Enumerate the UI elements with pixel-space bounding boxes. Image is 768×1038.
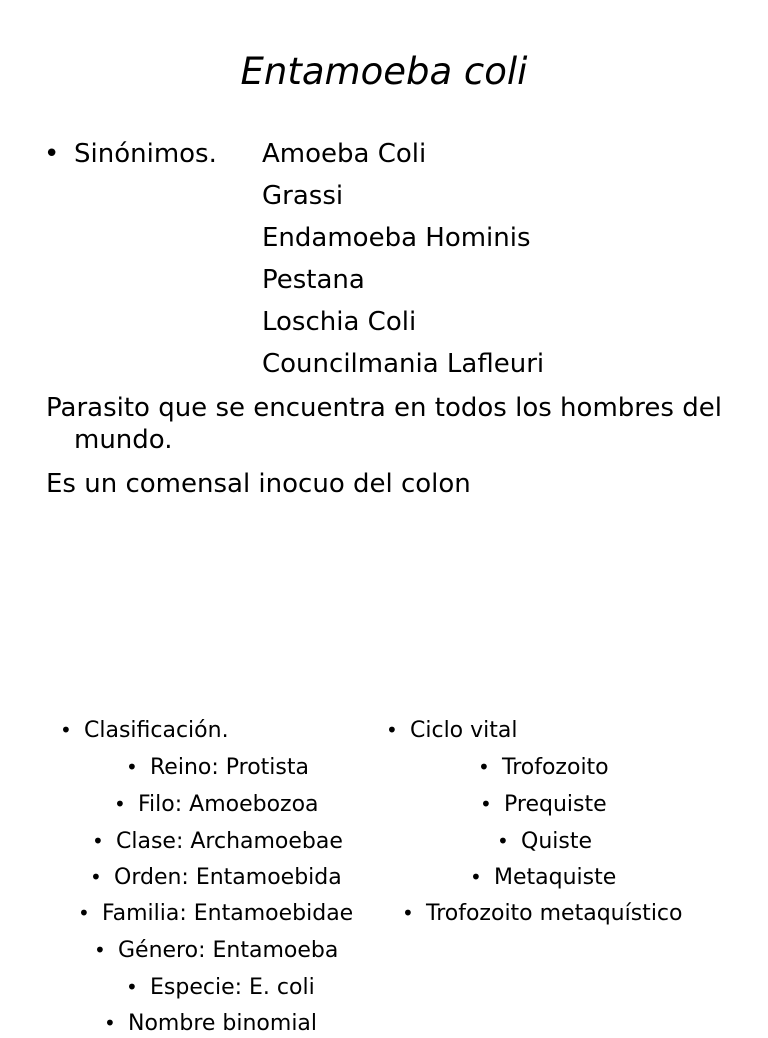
classification-item [94, 936, 338, 965]
synonym-item: Endamoeba Hominis [262, 223, 531, 253]
paragraph-line: Es un comensal inocuo del colon [46, 469, 471, 499]
bullet-icon: • [92, 829, 104, 853]
lifecycle-item-text: Prequiste [504, 792, 607, 817]
classification-item [126, 973, 315, 1002]
classification-item [90, 863, 342, 892]
synonym-item: Pestana [262, 265, 365, 295]
bullet-icon: • [402, 901, 414, 925]
lifecycle-header [386, 716, 518, 745]
classification-item [92, 827, 343, 856]
bullet-icon: • [126, 755, 138, 779]
lifecycle-item [497, 827, 592, 856]
classification-header-text: Clasificación. [84, 718, 229, 743]
lifecycle-item-text: Trofozoito metaquístico [426, 901, 683, 926]
paragraph-line: mundo. [74, 425, 173, 455]
classification-item-text: Orden: Entamoebida [114, 865, 342, 890]
synonym-item: Councilmania Lafleuri [262, 349, 545, 379]
bullet-icon: • [470, 865, 482, 889]
lifecycle-item-text: Quiste [521, 829, 592, 854]
classification-item-text: Filo: Amoebozoa [138, 792, 319, 817]
bullet-icon: • [497, 829, 509, 853]
classification-header [60, 716, 229, 745]
classification-item [126, 753, 309, 782]
bullet-icon: • [78, 901, 90, 925]
classification-item-text: Especie: E. coli [150, 975, 315, 1000]
lifecycle-item-text: Trofozoito [502, 755, 609, 780]
lifecycle-item [470, 863, 616, 892]
synonyms-label: Sinónimos. [74, 139, 217, 169]
bullet-icon: • [60, 718, 72, 742]
classification-item-text: Nombre binomial [128, 1011, 318, 1036]
lifecycle-header-text: Ciclo vital [410, 718, 518, 743]
bullet-icon: • [104, 1011, 116, 1035]
bullet-icon: • [386, 718, 398, 742]
lifecycle-item [402, 899, 682, 928]
classification-item-text: Género: Entamoeba [118, 938, 339, 963]
bullet-icon: • [478, 755, 490, 779]
classification-item-text: Familia: Entamoebidae [102, 901, 354, 926]
paragraph-line: Parasito que se encuentra en todos los hombres del [46, 393, 722, 423]
bullet-icon: • [126, 975, 138, 999]
slide-title: Entamoeba coli [240, 50, 528, 93]
bullet-icon: • [94, 938, 106, 962]
lifecycle-item [480, 790, 607, 819]
classification-item [78, 899, 353, 928]
bullet-icon: • [480, 792, 492, 816]
slide-divider [0, 560, 768, 561]
synonyms-bullet: • [44, 139, 60, 169]
lifecycle-item-text: Metaquiste [494, 865, 617, 890]
classification-item [114, 790, 319, 819]
bullet-icon: • [90, 865, 102, 889]
classification-item-text: Clase: Archamoebae [116, 829, 343, 854]
synonym-item: Grassi [262, 181, 344, 211]
synonym-item: Loschia Coli [262, 307, 417, 337]
classification-item-text: Reino: Protista [150, 755, 309, 780]
lifecycle-item [478, 753, 609, 782]
synonym-item: Amoeba Coli [262, 139, 427, 169]
bullet-icon: • [114, 792, 126, 816]
